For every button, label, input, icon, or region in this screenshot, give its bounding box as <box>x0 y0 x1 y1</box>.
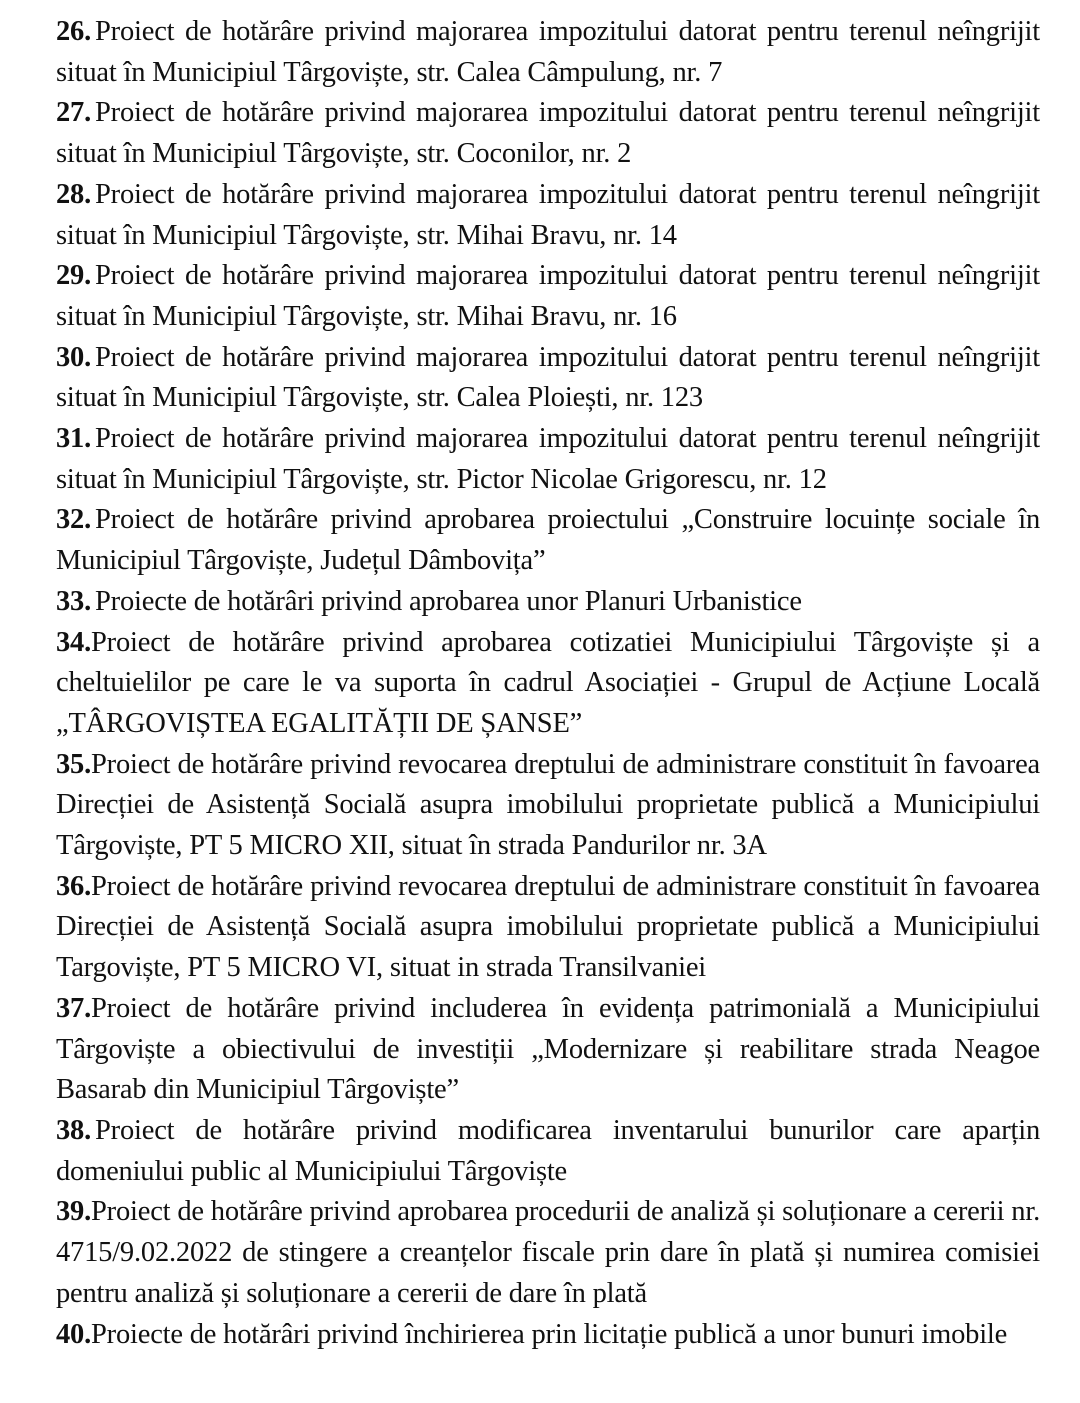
item-text: Proiect de hotărâre privind revocarea dreptului de administrare constituit în favoarea Direcției de Asistență Socială asupra imobilului proprietate publică a Municipiului Targoviște, PT 5 MICRO VI, situat in strada Transilvaniei <box>56 870 1040 984</box>
item-text: Proiect de hotărâre privind revocarea dreptului de administrare constituit în favoarea Direcției de Asistență Socială asupra imobilului proprietate publică a Municipiului Târgoviște, PT 5 MICRO XII, situat în strada Pandurilor nr. 3A <box>56 748 1040 862</box>
agenda-item-37 <box>56 989 1040 1111</box>
item-number: 33. <box>56 585 92 617</box>
item-text: Proiect de hotărâre privind includerea în evidența patrimonială a Municipiului Târgoviște a obiectivului de investiții „Modernizare și reabilitare strada Neagoe Basarab din Municipiul Târgoviște” <box>56 992 1040 1106</box>
item-text: Proiect de hotărâre privind majorarea impozitului datorat pentru terenul neîngrijit situat în Municipiul Târgoviște, str. Mihai Bravu, nr. 16 <box>56 260 1040 332</box>
agenda-item-38 <box>56 1111 1040 1192</box>
item-number: 29. <box>56 260 92 292</box>
item-text: Proiect de hotărâre privind majorarea impozitului datorat pentru terenul neîngrijit situat în Municipiul Târgoviște, str. Calea Câmpulung, nr. 7 <box>56 16 1040 88</box>
item-text: Proiect de hotărâre privind majorarea impozitului datorat pentru terenul neîngrijit situat în Municipiul Târgoviște, str. Calea Ploiești, nr. 123 <box>56 341 1040 414</box>
item-text: Proiect de hotărâre privind aprobarea procedurii de analiză și soluționare a cererii nr. 4715/9.02.2022 de stingere a creanțelor fiscale prin dare în plată și numirea comisiei pentru analiză și soluționare a cererii de dare în plată <box>56 1196 1040 1309</box>
agenda-item-35 <box>56 745 1040 867</box>
item-number: 30. <box>56 341 92 373</box>
item-number: 39. <box>56 1196 92 1228</box>
agenda-item-30 <box>56 338 1040 419</box>
agenda-item-26 <box>56 12 1040 93</box>
item-text: Proiect de hotărâre privind aprobarea proiectului „Construire locuințe sociale în Municipiul Târgoviște, Județul Dâmbovița” <box>56 504 1040 577</box>
agenda-document <box>56 12 1040 1355</box>
item-text: Proiect de hotărâre privind aprobarea cotizatiei Municipiului Târgoviște și a cheltuielilor pe care le va suporta în cadrul Asociației - Grupul de Acțiune Locală „TÂRGOVIȘTEA EGALITĂȚII DE ȘANSE” <box>56 626 1040 739</box>
agenda-item-34 <box>56 623 1040 745</box>
item-text: Proiect de hotărâre privind majorarea impozitului datorat pentru terenul neîngrijit situat în Municipiul Târgoviște, str. Mihai Bravu, nr. 14 <box>56 178 1040 251</box>
item-text: Proiecte de hotărâri privind închirierea prin licitație publică a unor bunuri imobile <box>91 1318 1008 1350</box>
item-text: Proiect de hotărâre privind modificarea inventarului bunurilor care aparțin domeniului public al Municipiului Târgoviște <box>56 1114 1040 1187</box>
agenda-item-29 <box>56 256 1040 337</box>
item-number: 32. <box>56 504 92 536</box>
item-number: 38. <box>56 1114 92 1146</box>
agenda-item-31 <box>56 419 1040 500</box>
item-number: 35. <box>56 748 92 780</box>
agenda-item-36 <box>56 867 1040 989</box>
item-text: Proiecte de hotărâri privind aprobarea unor Planuri Urbanistice <box>95 585 802 617</box>
agenda-item-28 <box>56 175 1040 256</box>
agenda-item-27 <box>56 93 1040 174</box>
item-number: 28. <box>56 178 92 210</box>
agenda-item-32 <box>56 500 1040 581</box>
agenda-item-33 <box>56 582 1040 623</box>
item-text: Proiect de hotărâre privind majorarea impozitului datorat pentru terenul neîngrijit situat în Municipiul Târgoviște, str. Pictor Nicolae Grigorescu, nr. 12 <box>56 423 1040 495</box>
agenda-item-39 <box>56 1192 1040 1314</box>
item-number: 31. <box>56 423 92 455</box>
item-number: 40. <box>56 1318 92 1350</box>
item-number: 27. <box>56 97 92 129</box>
item-number: 37. <box>56 992 92 1024</box>
item-text: Proiect de hotărâre privind majorarea impozitului datorat pentru terenul neîngrijit situat în Municipiul Târgoviște, str. Coconilor, nr. 2 <box>56 97 1040 170</box>
agenda-item-40 <box>56 1315 1040 1356</box>
item-number: 26. <box>56 16 92 47</box>
item-number: 34. <box>56 626 92 658</box>
item-number: 36. <box>56 870 92 902</box>
